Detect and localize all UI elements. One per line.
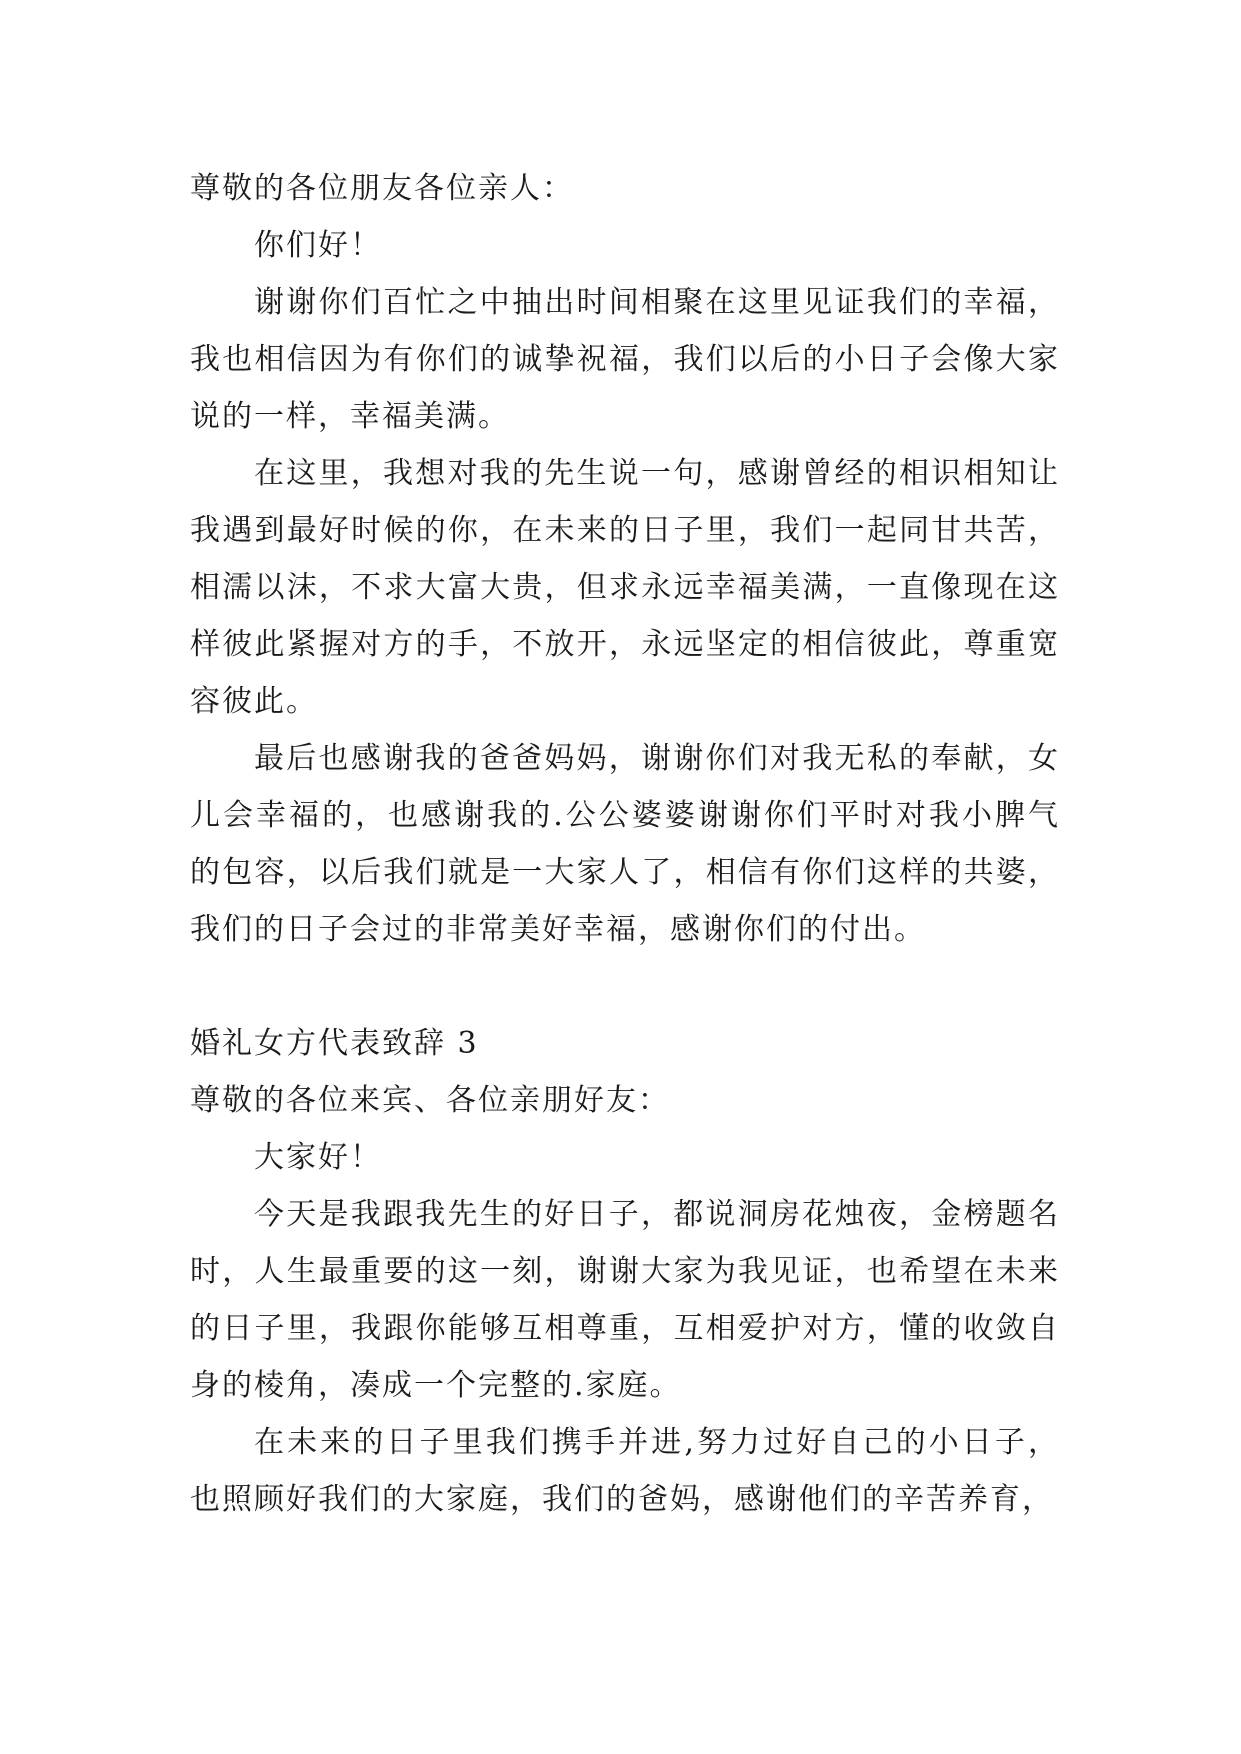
paragraph-2-2: 在未来的日子里我们携手并进,努力过好自己的小日子，也照顾好我们的大家庭，我们的爸妈，感谢他们的辛苦养育， [190, 1425, 1060, 1517]
salutation-1: 尊敬的各位朋友各位亲人： [190, 171, 574, 206]
document-body [190, 160, 1060, 1528]
greeting-1: 你们好！ [254, 228, 382, 263]
paragraph-1-1: 谢谢你们百忙之中抽出时间相聚在这里见证我们的幸福，我也相信因为有你们的诚挚祝福，我们以后的小日子会像大家说的一样，幸福美满。 [190, 285, 1060, 434]
section-heading-2: 婚礼女方代表致辞 3 [190, 1026, 479, 1061]
paragraph-1-3: 最后也感谢我的爸爸妈妈，谢谢你们对我无私的奉献，女儿会幸福的，也感谢我的.公公婆婆谢谢你们平时对我小脾气的包容，以后我们就是一大家人了，相信有你们这样的共婆，我们的日子会过的非常美好幸福，感谢你们的付出。 [190, 741, 1060, 947]
salutation-2: 尊敬的各位来宾、各位亲朋好友： [190, 1083, 670, 1118]
paragraph-1-2: 在这里，我想对我的先生说一句，感谢曾经的相识相知让我遇到最好时候的你，在未来的日子里，我们一起同甘共苦，相濡以沫，不求大富大贵，但求永远幸福美满，一直像现在这样彼此紧握对方的手，不放开，永远坚定的相信彼此，尊重宽容彼此。 [190, 456, 1060, 719]
greeting-2: 大家好！ [254, 1140, 382, 1175]
section-gap [190, 958, 1060, 1015]
paragraph-2-1: 今天是我跟我先生的好日子，都说洞房花烛夜，金榜题名时，人生最重要的这一刻，谢谢大家为我见证，也希望在未来的日子里，我跟你能够互相尊重，互相爱护对方，懂的收敛自身的棱角，凑成一个完整的.家庭。 [190, 1197, 1060, 1403]
